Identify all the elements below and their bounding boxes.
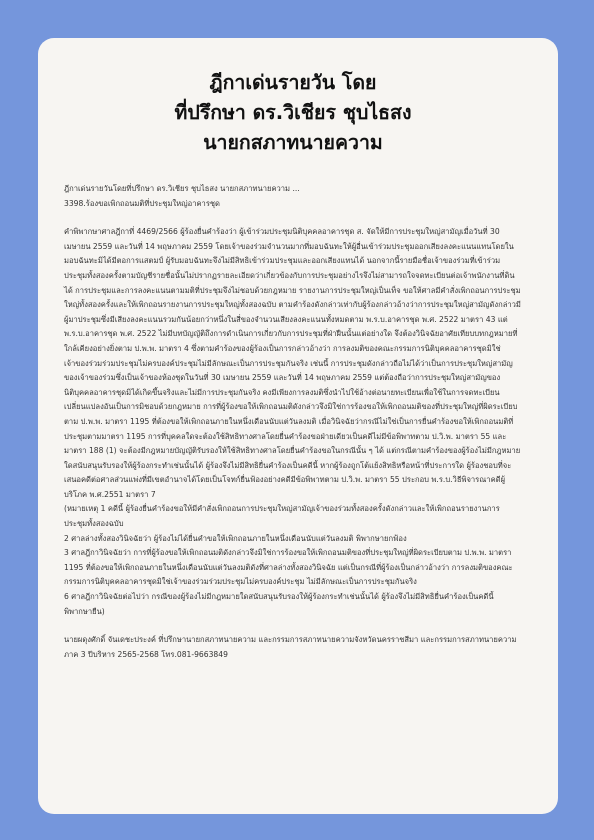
title-line-2: ที่ปรึกษา ดร.วิเชียร ชุบไธสง	[174, 101, 412, 124]
document-title	[64, 68, 522, 158]
intro-line-2: 3398.ร้องขอเพิกถอนมติที่ประชุมใหญ่อาคารชุด	[64, 198, 220, 208]
intro-line-1: ฎีกาเด่นรายวันโดยที่ปรึกษา ดร.วิเชียร ชุบไธสง นายกสภาทนายความ ...	[64, 184, 300, 193]
footer-credit: นายผดุงศักดิ์ จันเดชะประงค์ ที่ปรึกษานายกสภาทนายความ และกรรมการสภาทนายความจังหวัดนครราชสีมา และกรรมการสภาทนายความภาค 3 ปีบริหาร 2565-2568 โทร.081-9663849	[64, 635, 517, 659]
note-header: (หมายเหตุ 1 คดีนี้ ผู้ร้องยื่นคำร้องขอให้มีคำสั่งเพิกถอนการประชุมใหญ่สามัญเจ้าของร่วมทั้งสองครั้งดังกล่าวและให้เพิกถอนรายงานการประชุมทั้งสองฉบับ	[64, 504, 500, 529]
document-card	[38, 38, 558, 814]
title-line-1: ฎีกาเด่นรายวัน โดย	[209, 71, 377, 94]
note-6: 6 ศาลฎีกาวินิจฉัยต่อไปว่า กรณีของผู้ร้องไม่มีกฎหมายใดสนับสนุนรับรองให้ผู้ร้องกระทำเช่นนั้นได้ ผู้ร้องจึงไม่มีสิทธิยื่นคำร้องเป็นคดีนี้ พิพากษายืน)	[64, 592, 494, 616]
intro-paragraph	[64, 182, 522, 211]
title-line-3: นายกสภาทนายความ	[203, 131, 383, 154]
document-body	[64, 182, 522, 662]
note-3: 3 ศาลฎีกาวินิจฉัยว่า การที่ผู้ร้องขอให้เพิกถอนมติดังกล่าวจึงมิใช่การร้องขอให้เพิกถอนมติของที่ประชุมใหญ่ที่ผิดระเบียบตาม ป.พ.พ. มาตรา 1195 ที่ต้องขอให้เพิกถอนภายในหนึ่งเดือนนับแต่วันลงมติดังที่ศาลล่างทั้งสองวินิจฉัย แต่เป็นกรณีที่ผู้ร้องเป็นกล่าวอ้างว่า การลงมติของคณะกรรมการนิติบุคคลอาคารชุดมิใช่เจ้าของร่วมร่วมประชุมไม่ครบองค์ประชุม ไม่มีลักษณะเป็นการประชุมกันจริง	[64, 548, 513, 587]
ruling-paragraph: คำพิพากษาศาลฎีกาที่ 4469/2566 ผู้ร้องยื่นคำร้องว่า ผู้เข้าร่วมประชุมนิติบุคคลอาคารชุด ส. จัดให้มีการประชุมใหญ่สามัญเมื่อวันที่ 30 เมษายน 2559 และวันที่ 14 พฤษภาคม 2559 โดยเจ้าของร่วมจำนวนมากที่มอบฉันทะให้ผู้อื่นเข้าร่วมประชุมออกเสียงลงคะแนนแทนโดยในมอบฉันทะมิได้มีตอการแสตมป์ ผู้รับมอบฉันทะจึงไม่มีสิทธิเข้าร่วมประชุมและออกเสียงแทนได้ นอกจากนี้รายมือชื่อเจ้าของร่วมที่เข้าร่วมประชุมทั้งสองครั้งตามบัญชีรายชื่อนั้นไม่ปรากฏรายละเอียดว่าเกี่ยวข้องกับการประชุมอย่างไรจึงไม่สามารถใจจดทะเบียนต่อเจ้าพนักงานที่ดินได้ การประชุมและการลงคะแนนตามมติที่ประชุมจึงไม่ชอบด้วยกฎหมาย รายงานการประชุมใหญ่เป็นเท็จ ขอให้ศาลมีคำสั่งเพิกถอนการประชุมใหญ่ทั้งสองครั้งและให้เพิกถอนรายงานการประชุมใหญ่ทั้งสองฉบับ ตามคำร้องดังกล่าวเท่ากับผู้ร้องกล่าวอ้างว่าการประชุมใหญ่สามัญดังกล่าวมีผู้มาประชุมซึ่งมีเสียงลงคะแนนรวมกันน้อยกว่าหนึ่งในสี่ของจำนวนเสียงลงคะแนนทั้งหมดตาม พ.ร.บ.อาคารชุด พ.ศ. 2522 มาตรา 43 แต่ พ.ร.บ.อาคารชุด พ.ศ. 2522 ไม่มีบทบัญญัติถึงการดำเนินการเกี่ยวกับการประชุมที่ฝ่าฝืนนั้นแต่อย่างใด จึงต้องวินิจฉัยอาศัยเทียบบทกฎหมายที่ใกล้เคียงอย่างยิ่งตาม ป.พ.พ. มาตรา 4 ซึ่งตามคำร้องของผู้ร้องเป็นการกล่าวอ้างว่า การลงมติของคณะกรรมการนิติบุคคลอาคารชุดมิใช่เจ้าของร่วมร่วมประชุมไม่ครบองค์ประชุมไม่มีลักษณะเป็นการประชุมกันจริง เช่นนี้ การประชุมดังกล่าวถือไม่ได้ว่าเป็นการประชุมใหญ่สามัญของเจ้าของร่วมซึ่งเป็นเจ้าของห้องชุดในวันที่ 30 เมษายน 2559 และวันที่ 14 พฤษภาคม 2559 แต่ต้องถือว่าการประชุมใหญ่สามัญของนิติบุคคลอาคารชุดมิได้เกิดขึ้นจริงและไม่มีการประชุมกันจริง คงมีเพียงการลงมติซึ่งนำไปใช้อ้างต่อนายทะเบียนเพื่อใช้ในการจดทะเบียนเปลี่ยนแปลงอันเป็นการมิชอบด้วยกฎหมาย การที่ผู้ร้องขอให้เพิกถอนมติดังกล่าวจึงมิใช่การร้องขอให้เพิกถอนมติของที่ประชุมใหญ่ที่ผิดระเบียบตาม ป.พ.พ. มาตรา 1195 ที่ต้องขอให้เพิกถอนภายในหนึ่งเดือนนับแต่วันลงมติ เมื่อวินิจฉัยว่ากรณีไม่ใช่เป็นการยื่นคำร้องขอให้เพิกถอนมติที่ประชุมตามมาตรา 1195 การที่บุคคลใดจะต้องใช้สิทธิทางศาลโดยยื่นคำร้องขอฝ่ายเดียวเป็นคดีไม่มีข้อพิพาทตาม ป.วิ.พ. มาตรา 55 และมาตรา 188 (1) จะต้องมีกฎหมายบัญญัติรับรองให้ใช้สิทธิทางศาลโดยยื่นคำร้องขอในกรณีนั้น ๆ ได้ แต่กรณีตามคำร้องของผู้ร้องไม่มีกฎหมายใดสนับสนุนรับรองให้ผู้ร้องกระทำเช่นนั้นได้ ผู้ร้องจึงไม่มีสิทธิยื่นคำร้องเป็นคดีนี้ หากผู้ร้องถูกโต้แย้งสิทธิหรือหน้าที่ประการใด ผู้ร้องชอบที่จะเสนอคดีต่อศาลส่วนแพ่งที่มีเขตอำนาจได้โดยเป็นโจทก์ยื่นฟ้องอย่างคดีมีข้อพิพาทตาม ป.วิ.พ. มาตรา 55 ประกอบ พ.ร.บ.วิธีพิจารณาคดีผู้บริโภค พ.ศ.2551 มาตรา 7	[64, 227, 521, 499]
note-2: 2 ศาลล่างทั้งสองวินิจฉัยว่า ผู้ร้องไม่ได้ยื่นคำขอให้เพิกถอนภายในหนึ่งเดือนนับแต่วันลงมติ พิพากษายกฟ้อง	[64, 533, 407, 543]
